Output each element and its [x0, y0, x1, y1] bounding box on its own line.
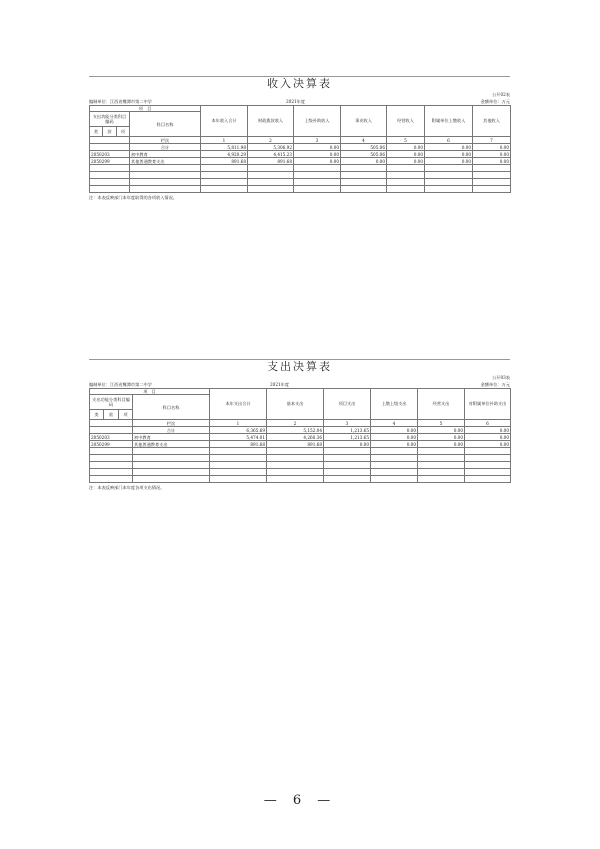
- expense-code-label: 支出功能分类科目编码: [90, 395, 133, 410]
- income-col-header: 财政拨款收入: [248, 106, 294, 137]
- income-col-header: 事业收入: [341, 106, 387, 137]
- expense-xiang: 项: [119, 410, 133, 420]
- row-code: 2050203: [90, 151, 130, 158]
- income-unit: 编制单位：江西省鹰潭市第二中学: [89, 99, 152, 104]
- row-value: 0.00: [418, 441, 465, 448]
- income-code-label: 支出功能分类科目编码: [90, 112, 130, 127]
- income-name-label: 科目名称: [130, 112, 201, 137]
- row-value: 0.00: [425, 151, 473, 158]
- row-value: 0.00: [473, 151, 511, 158]
- empty-row: [90, 172, 511, 179]
- income-total-value: 5,306.92: [248, 144, 294, 151]
- income-total-value: 0.00: [425, 144, 473, 151]
- expense-total-value: 6,365.69: [210, 427, 267, 434]
- row-value: 1,213.65: [324, 434, 371, 441]
- row-code: 2050299: [90, 158, 130, 165]
- expense-kuan: 款: [104, 410, 119, 420]
- row-value: 0.00: [371, 441, 418, 448]
- expense-lanci-row: [90, 420, 511, 427]
- income-note: 注：本表反映部门本年度取得的各项收入情况。: [89, 195, 177, 200]
- row-value: 0.00: [425, 158, 473, 165]
- row-name: 其他普通教育支出: [130, 158, 201, 165]
- empty-row: [90, 455, 511, 462]
- income-col-num: 2: [248, 137, 294, 144]
- row-value: 891.68: [248, 158, 294, 165]
- row-value: 0.00: [418, 434, 465, 441]
- empty-row: [90, 186, 511, 193]
- row-value: 0.00: [465, 441, 511, 448]
- expense-col-num: 5: [418, 420, 465, 427]
- row-value: 4,920.29: [201, 151, 248, 158]
- income-col-header: 经营收入: [387, 106, 425, 137]
- income-col-num: 7: [473, 137, 511, 144]
- expense-meta-row: [89, 381, 510, 388]
- expense-col-header: 项目支出: [324, 389, 371, 420]
- row-name: 初中教育: [133, 434, 210, 441]
- row-code: 2050299: [90, 441, 133, 448]
- expense-form-no-row: [89, 374, 510, 381]
- expense-lanci-label: 栏次: [133, 420, 210, 427]
- expense-year: 2021年度: [270, 382, 290, 387]
- income-total-value: 5,811.98: [201, 144, 248, 151]
- expense-note: 注：本表反映部门本年度各项支出情况。: [89, 485, 165, 490]
- income-col-header: 本年收入合计: [201, 106, 248, 137]
- income-total-label: 合计: [130, 144, 201, 151]
- income-kuan: 款: [103, 127, 117, 137]
- income-meta-row: [89, 98, 510, 105]
- income-form-no-row: [89, 91, 510, 98]
- income-total-value: 505.06: [341, 144, 387, 151]
- income-statement: [89, 76, 510, 201]
- expense-col-num: 4: [371, 420, 418, 427]
- expense-col-num: 3: [324, 420, 371, 427]
- expense-col-num: 6: [465, 420, 511, 427]
- expense-total-row: [90, 427, 511, 434]
- expense-total-value: 0.00: [418, 427, 465, 434]
- expense-amount-unit: 金额单位：万元: [480, 382, 510, 387]
- row-value: 505.06: [341, 151, 387, 158]
- row-value: 0.00: [294, 151, 341, 158]
- expense-total-value: 0.00: [465, 427, 511, 434]
- expense-col-header: 对附属单位补助支出: [465, 389, 511, 420]
- expense-total-value: 5,152.04: [267, 427, 324, 434]
- row-value: 0.00: [371, 434, 418, 441]
- row-value: 0.00: [473, 158, 511, 165]
- row-value: 0.00: [387, 158, 425, 165]
- income-amount-unit: 金额单位：万元: [480, 99, 510, 104]
- income-lei: 类: [90, 127, 103, 137]
- expense-title: 支出决算表: [267, 360, 332, 373]
- income-lanci-row: [90, 137, 511, 144]
- table-row: [90, 158, 511, 165]
- expense-header-row-1: [90, 389, 511, 395]
- expense-total-value: 1,213.65: [324, 427, 371, 434]
- expense-col-num: 2: [267, 420, 324, 427]
- row-value: 0.00: [324, 441, 371, 448]
- row-value: 0.00: [294, 158, 341, 165]
- expense-col-header: 上缴上级支出: [371, 389, 418, 420]
- expense-statement: [89, 359, 510, 491]
- empty-row: [90, 469, 511, 476]
- income-xiang: 项: [117, 127, 130, 137]
- income-col-header: 其他收入: [473, 106, 511, 137]
- row-value: 891.68: [201, 158, 248, 165]
- income-col-num: 6: [425, 137, 473, 144]
- expense-total-value: 0.00: [371, 427, 418, 434]
- expense-col-header: 经营支出: [418, 389, 465, 420]
- income-total-value: 0.00: [473, 144, 511, 151]
- expense-col-num: 1: [210, 420, 267, 427]
- table-row: [90, 441, 511, 448]
- row-name: 其他普通教育支出: [133, 441, 210, 448]
- row-value: 0.00: [387, 151, 425, 158]
- empty-row: [90, 462, 511, 469]
- income-total-row: [90, 144, 511, 151]
- income-title: 收入决算表: [267, 77, 332, 90]
- row-name: 初中教育: [130, 151, 201, 158]
- expense-project-label: 项 目: [90, 389, 210, 395]
- empty-row: [90, 179, 511, 186]
- income-col-num: 3: [294, 137, 341, 144]
- income-form-no: 公开02表: [492, 92, 510, 97]
- income-col-num: 4: [341, 137, 387, 144]
- income-col-num: 1: [201, 137, 248, 144]
- empty-row: [90, 448, 511, 455]
- empty-row: [90, 165, 511, 172]
- table-row: [90, 434, 511, 441]
- expense-lei: 类: [90, 410, 104, 420]
- row-value: 891.68: [210, 441, 267, 448]
- row-value: 5,474.01: [210, 434, 267, 441]
- row-value: 4,260.36: [267, 434, 324, 441]
- empty-row: [90, 476, 511, 483]
- income-project-label: 项 目: [90, 106, 201, 112]
- income-table: [89, 105, 511, 193]
- income-col-header: 上级补助收入: [294, 106, 341, 137]
- income-lanci-label: 栏次: [130, 137, 201, 144]
- expense-form-no: 公开03表: [492, 375, 510, 380]
- income-total-value: 0.00: [294, 144, 341, 151]
- row-value: 4,415.23: [248, 151, 294, 158]
- row-value: 0.00: [341, 158, 387, 165]
- income-col-header: 附属单位上缴收入: [425, 106, 473, 137]
- row-value: 0.00: [465, 434, 511, 441]
- expense-unit: 编制单位：江西省鹰潭市第二中学: [89, 382, 152, 387]
- expense-col-header: 本年支出合计: [210, 389, 267, 420]
- page-number: — 6 —: [263, 793, 337, 808]
- income-year: 2021年度: [286, 99, 306, 104]
- income-col-num: 5: [387, 137, 425, 144]
- table-row: [90, 151, 511, 158]
- expense-name-label: 科目名称: [133, 395, 210, 420]
- row-value: 891.68: [267, 441, 324, 448]
- expense-col-header: 基本支出: [267, 389, 324, 420]
- row-code: 2050203: [90, 434, 133, 441]
- expense-table: [89, 388, 511, 483]
- expense-total-label: 合计: [133, 427, 210, 434]
- income-total-value: 0.00: [387, 144, 425, 151]
